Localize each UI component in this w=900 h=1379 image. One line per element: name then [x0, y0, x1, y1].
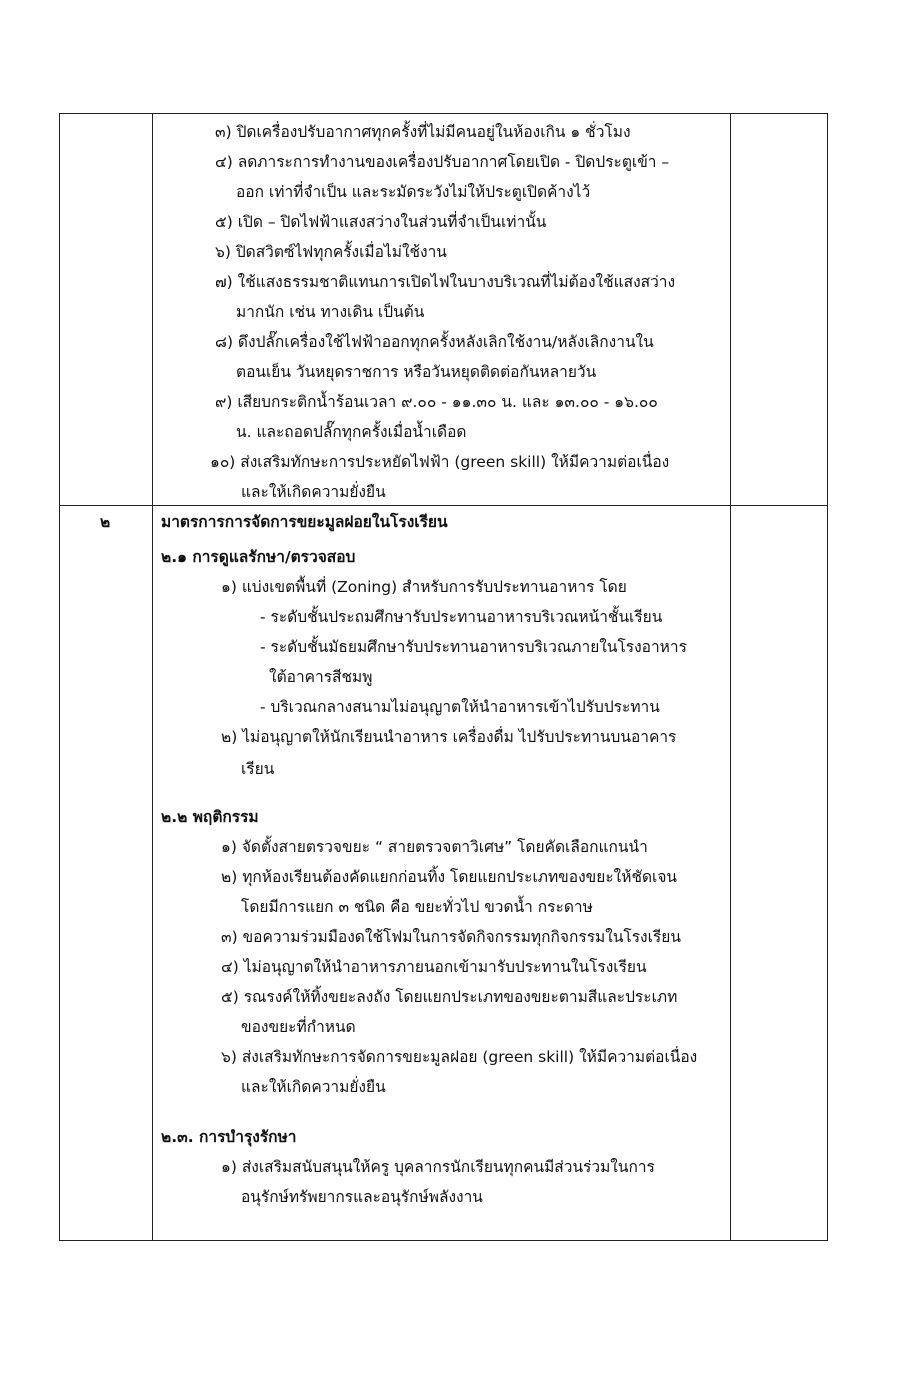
s22-line-2: ๒) ทุกห้องเรียนต้องคัดแยกก่อนทิ้ง โดยแยกประเภทของขยะให้ชัดเจน	[221, 868, 678, 886]
s21-line-3: - ระดับชั้นมัธยมศึกษารับประทานอาหารบริเวณภายในโรงอาหาร	[260, 638, 687, 656]
row2-heading: มาตรการการจัดการขยะมูลฝอยในโรงเรียน	[161, 513, 448, 531]
row1-line-5: ๖) ปิดสวิตซ์ไฟทุกครั้งเมื่อไม่ใช้งาน	[215, 243, 447, 261]
s21-line-7: เรียน	[241, 760, 275, 778]
s21-line-1: ๑) แบ่งเขตพื้นที่ (Zoning) สำหรับการรับประทานอาหาร โดย	[221, 578, 627, 596]
s21-line-2: - ระดับชั้นประถมศึกษารับประทานอาหารบริเวณหน้าชั้นเรียน	[260, 608, 663, 626]
row1-line-1: ๓) ปิดเครื่องปรับอากาศทุกครั้งที่ไม่มีคนอยู่ในห้องเกิน ๑ ชั่วโมง	[215, 123, 631, 141]
section-2-3-title: ๒.๓. การบำรุงรักษา	[161, 1128, 297, 1146]
s21-line-5: - บริเวณกลางสนามไม่อนุญาตให้นำอาหารเข้าไปรับประทาน	[260, 698, 660, 716]
row1-line-7: มากนัก เช่น ทางเดิน เป็นต้น	[236, 303, 425, 321]
s23-line-1: ๑) ส่งเสริมสนับสนุนให้ครู บุคลากรนักเรียนทุกคนมีส่วนร่วมในการ	[221, 1158, 655, 1176]
column-divider-number	[152, 114, 153, 1240]
section-2-2-title: ๒.๒ พฤติกรรม	[161, 808, 259, 826]
row1-line-8: ๘) ดึงปลั๊กเครื่องใช้ไฟฟ้าออกทุกครั้งหลังเลิกใช้งาน/หลังเลิกงานใน	[215, 333, 654, 351]
row1-line-4: ๕) เปิด – ปิดไฟฟ้าแสงสว่างในส่วนที่จำเป็นเท่านั้น	[215, 213, 547, 231]
s22-line-9: และให้เกิดความยั่งยืน	[241, 1078, 386, 1096]
s22-line-6: ๕) รณรงค์ให้ทิ้งขยะลงถัง โดยแยกประเภทของขยะตามสีและประเภท	[221, 988, 678, 1006]
s22-line-8: ๖) ส่งเสริมทักษะการจัดการขยะมูลฝอย (green skill) ให้มีความต่อเนื่อง	[221, 1048, 698, 1066]
row1-line-3: ออก เท่าที่จำเป็น และระมัดระวังไม่ให้ประตูเปิดค้างไว้	[236, 183, 591, 201]
s22-line-4: ๓) ขอความร่วมมืองดใช้โฟมในการจัดกิจกรรมทุกกิจกรรมในโรงเรียน	[221, 928, 681, 946]
row1-line-6: ๗) ใช้แสงธรรมชาติแทนการเปิดไฟในบางบริเวณที่ไม่ต้องใช้แสงสว่าง	[215, 273, 676, 291]
row1-line-10: ๙) เสียบกระติกน้ำร้อนเวลา ๙.๐๐ - ๑๑.๓๐ น. และ ๑๓.๐๐ - ๑๖.๐๐	[215, 393, 658, 411]
measures-table	[59, 113, 828, 1241]
row-divider	[60, 505, 827, 506]
s22-line-7: ของขยะที่กำหนด	[241, 1018, 356, 1036]
row1-line-11: น. และถอดปลั๊กทุกครั้งเมื่อน้ำเดือด	[236, 423, 467, 441]
row1-line-9: ตอนเย็น วันหยุดราชการ หรือวันหยุดติดต่อกันหลายวัน	[236, 363, 597, 381]
row2-number: ๒	[100, 513, 111, 531]
row1-line-13: และให้เกิดความยั่งยืน	[241, 483, 386, 501]
row1-line-2: ๔) ลดภาระการทำงานของเครื่องปรับอากาศโดยเปิด - ปิดประตูเข้า –	[215, 153, 670, 171]
s22-line-5: ๔) ไม่อนุญาตให้นำอาหารภายนอกเข้ามารับประทานในโรงเรียน	[221, 958, 647, 976]
s22-line-1: ๑) จัดตั้งสายตรวจขยะ “ สายตรวจตาวิเศษ” โดยคัดเลือกแกนนำ	[221, 838, 648, 856]
row1-line-12: ๑๐) ส่งเสริมทักษะการประหยัดไฟฟ้า (green skill) ให้มีความต่อเนื่อง	[210, 453, 670, 471]
section-2-1-title: ๒.๑ การดูแลรักษา/ตรวจสอบ	[161, 548, 356, 566]
column-divider-remarks	[730, 114, 731, 1240]
s21-line-6: ๒) ไม่อนุญาตให้นักเรียนนำอาหาร เครื่องดื่ม ไปรับประทานบนอาคาร	[221, 728, 677, 746]
s21-line-4: ใต้อาคารสีชมพู	[269, 668, 373, 686]
s23-line-2: อนุรักษ์ทรัพยากรและอนุรักษ์พลังงาน	[241, 1188, 483, 1206]
s22-line-3: โดยมีการแยก ๓ ชนิด คือ ขยะทั่วไป ขวดน้ำ กระดาษ	[241, 898, 593, 916]
